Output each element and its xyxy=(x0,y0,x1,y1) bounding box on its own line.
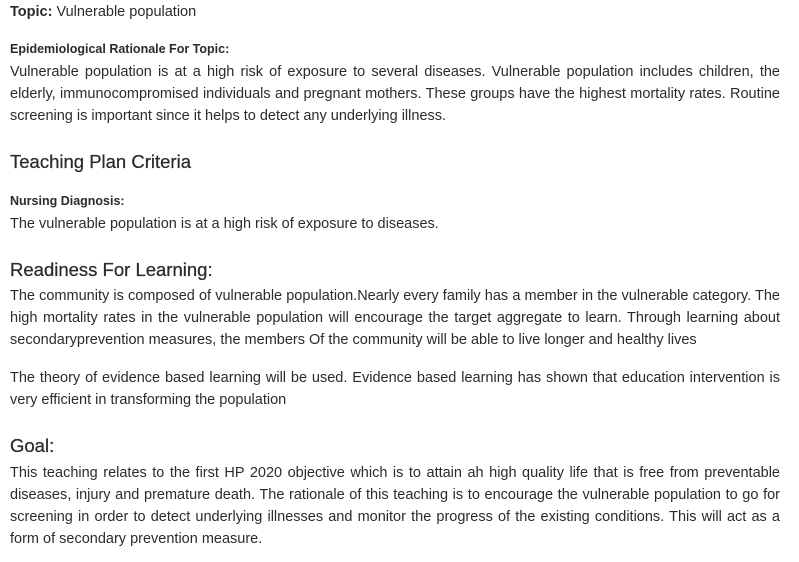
topic-value: Vulnerable population xyxy=(52,4,197,20)
rationale-label: Epidemiological Rationale For Topic: xyxy=(10,42,230,56)
teaching-plan-heading: Teaching Plan Criteria xyxy=(10,151,191,172)
goal-heading: Goal: xyxy=(10,435,55,456)
nursing-diagnosis-text: The vulnerable population is at a high risk of exposure to diseases. xyxy=(10,216,439,232)
document-page xyxy=(0,2,799,562)
nursing-diagnosis-label: Nursing Diagnosis: xyxy=(10,194,125,208)
goal-text: This teaching relates to the first HP 2020 objective which is to attain ah high quality life that is free from preventable diseases, injury and premature death. The rationale of this teaching is to encourage the vulnerable population to go for screening in order to detect underlying illnesses and monitor the progress of the existing conditions. This will act as a form of secondary prevention measure. xyxy=(10,465,780,547)
readiness-heading: Readiness For Learning: xyxy=(10,259,213,280)
readiness-text: The community is composed of vulnerable population.Nearly every family has a member in the vulnerable category. The high mortality rates in the vulnerable population will encourage the target aggregate to learn. Through learning about secondaryprevention measures, the members Of the community will be able to live longer and healthy lives xyxy=(10,288,780,348)
topic-label: Topic: xyxy=(10,4,53,20)
theory-text: The theory of evidence based learning will be used. Evidence based learning has shown that education intervention is very efficient in transforming the population xyxy=(10,370,780,408)
rationale-text: Vulnerable population is at a high risk of exposure to several diseases. Vulnerable population includes children, the elderly, immunocompromised individuals and pregnant mothers. These groups have the highest mortality rates. Routine screening is important since it helps to detect any underlying illness. xyxy=(10,64,780,124)
topic-line xyxy=(10,2,780,22)
